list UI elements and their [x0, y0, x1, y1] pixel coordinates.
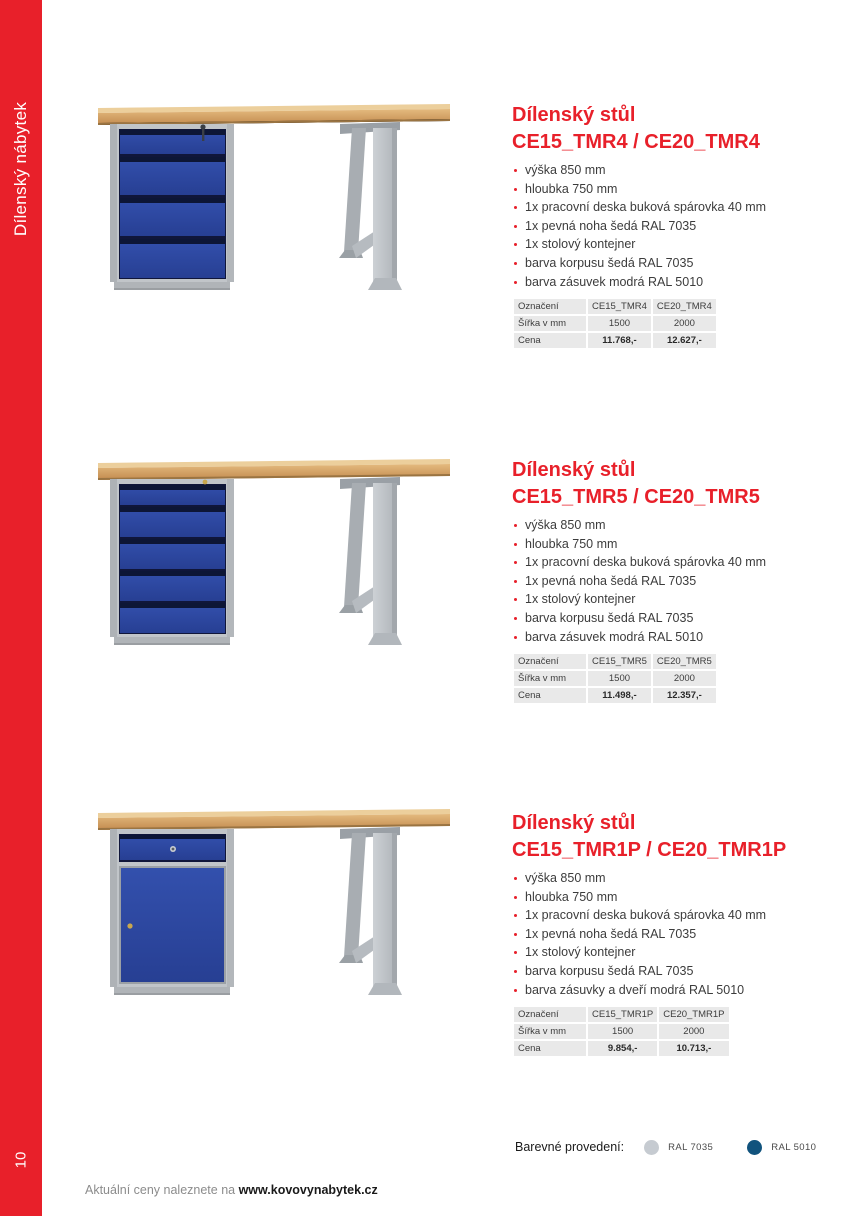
table-row: [514, 1024, 729, 1039]
table-cell: 10.713,-: [659, 1041, 728, 1056]
product-model-codes: CE15_TMR5 / CE20_TMR5: [512, 486, 760, 508]
drawer-3: [120, 198, 225, 236]
table-cell: CE20_TMR1P: [659, 1007, 728, 1022]
spec-list: [512, 869, 852, 999]
table-cell: CE15_TMR4: [588, 299, 651, 314]
spec-item: hloubka 750 mm: [512, 535, 852, 554]
ral-7035-label: RAL 7035: [668, 1141, 714, 1153]
table-cell: 9.854,-: [588, 1041, 657, 1056]
spec-item: barva zásuvek modrá RAL 5010: [512, 273, 852, 292]
price-table: [512, 652, 718, 705]
footer-website-link[interactable]: www.kovovynabytek.cz: [238, 1183, 378, 1197]
table-cell: CE15_TMR5: [588, 654, 651, 669]
spec-item: barva korpusu šedá RAL 7035: [512, 962, 852, 981]
color-legend: [515, 1136, 816, 1158]
drawer-2: [120, 157, 225, 195]
category-sidebar: [0, 0, 42, 1216]
drawer-4: [120, 571, 225, 601]
table-cell: 12.357,-: [653, 688, 716, 703]
table-row: [514, 299, 716, 314]
drawer-4: [120, 239, 225, 278]
price-table: [512, 1005, 731, 1058]
product-image-tmr1p: [90, 805, 460, 1005]
table-cell: Šířka v mm: [514, 316, 586, 331]
table-cell: 2000: [653, 671, 716, 686]
drawer-1: [120, 835, 225, 860]
table-cell: CE20_TMR5: [653, 654, 716, 669]
page-number: 10: [12, 1151, 30, 1169]
ral-7035-swatch: [644, 1140, 659, 1155]
table-cell: 2000: [653, 316, 716, 331]
table-cell: 1500: [588, 316, 651, 331]
leg-rear-post: [344, 483, 366, 607]
product-model-codes: CE15_TMR1P / CE20_TMR1P: [512, 839, 787, 861]
leg-rear-post: [344, 128, 366, 252]
table-row: [514, 654, 716, 669]
table-row: [514, 333, 716, 348]
cabinet-door: [121, 868, 224, 982]
spec-item: 1x pevná noha šedá RAL 7035: [512, 217, 852, 236]
drawer-1: [120, 130, 225, 154]
table-row: [514, 316, 716, 331]
spec-list: [512, 161, 852, 291]
leg-rear-post: [344, 833, 366, 957]
table-cell: 11.768,-: [588, 333, 651, 348]
product-image-tmr4: [90, 100, 460, 300]
product-title: Dílenský stůl: [512, 459, 636, 481]
spec-list: [512, 516, 852, 646]
spec-item: 1x stolový kontejner: [512, 235, 852, 254]
spec-item: výška 850 mm: [512, 161, 852, 180]
workbench-illustration-tmr1p: [90, 805, 460, 1005]
spec-item: výška 850 mm: [512, 869, 852, 888]
table-cell: Cena: [514, 688, 586, 703]
price-table: [512, 297, 718, 350]
product-info-tmr5: [512, 457, 852, 705]
table-cell: Označení: [514, 654, 586, 669]
table-row: [514, 1041, 729, 1056]
workbench-illustration-tmr4: [90, 100, 460, 300]
table-cell: Cena: [514, 1041, 586, 1056]
spec-item: výška 850 mm: [512, 516, 852, 535]
product-title: Dílenský stůl: [512, 104, 636, 126]
spec-item: barva zásuvek modrá RAL 5010: [512, 628, 852, 647]
drawer-3: [120, 539, 225, 569]
table-row: [514, 1007, 729, 1022]
table-cell: 12.627,-: [653, 333, 716, 348]
table-cell: 1500: [588, 671, 651, 686]
product-model-codes: CE15_TMR4 / CE20_TMR4: [512, 131, 760, 153]
table-cell: Šířka v mm: [514, 671, 586, 686]
drawer-2: [120, 507, 225, 537]
spec-item: 1x stolový kontejner: [512, 590, 852, 609]
spec-item: 1x pevná noha šedá RAL 7035: [512, 572, 852, 591]
drawer-1: [120, 485, 225, 505]
table-cell: Cena: [514, 333, 586, 348]
product-info-tmr4: [512, 102, 852, 350]
spec-item: barva korpusu šedá RAL 7035: [512, 609, 852, 628]
table-row: [514, 688, 716, 703]
table-cell: CE20_TMR4: [653, 299, 716, 314]
spec-item: 1x pevná noha šedá RAL 7035: [512, 925, 852, 944]
table-cell: 2000: [659, 1024, 728, 1039]
table-cell: 11.498,-: [588, 688, 651, 703]
legend-label: Barevné provedení:: [515, 1140, 625, 1154]
ral-5010-swatch: [747, 1140, 762, 1155]
spec-item: barva korpusu šedá RAL 7035: [512, 254, 852, 273]
footer-text: Aktuální ceny naleznete na: [85, 1183, 239, 1197]
product-image-tmr5: [90, 455, 460, 655]
spec-item: barva zásuvky a dveří modrá RAL 5010: [512, 981, 852, 1000]
spec-item: 1x pracovní deska buková spárovka 40 mm: [512, 198, 852, 217]
footer-note: [85, 1183, 378, 1197]
table-cell: Označení: [514, 1007, 586, 1022]
product-info-tmr1p: [512, 810, 852, 1058]
spec-item: 1x pracovní deska buková spárovka 40 mm: [512, 553, 852, 572]
category-label: Dílenský nábytek: [11, 101, 30, 237]
drawer-5: [120, 603, 225, 633]
table-cell: Označení: [514, 299, 586, 314]
spec-item: 1x pracovní deska buková spárovka 40 mm: [512, 906, 852, 925]
spec-item: hloubka 750 mm: [512, 180, 852, 199]
spec-item: 1x stolový kontejner: [512, 943, 852, 962]
product-title: Dílenský stůl: [512, 812, 636, 834]
table-cell: 1500: [588, 1024, 657, 1039]
lock-icon: [203, 480, 208, 485]
ral-5010-label: RAL 5010: [771, 1141, 817, 1153]
table-cell: CE15_TMR1P: [588, 1007, 657, 1022]
workbench-illustration-tmr5: [90, 455, 460, 655]
spec-item: hloubka 750 mm: [512, 888, 852, 907]
table-row: [514, 671, 716, 686]
door-lock-icon: [127, 923, 132, 928]
table-cell: Šířka v mm: [514, 1024, 586, 1039]
